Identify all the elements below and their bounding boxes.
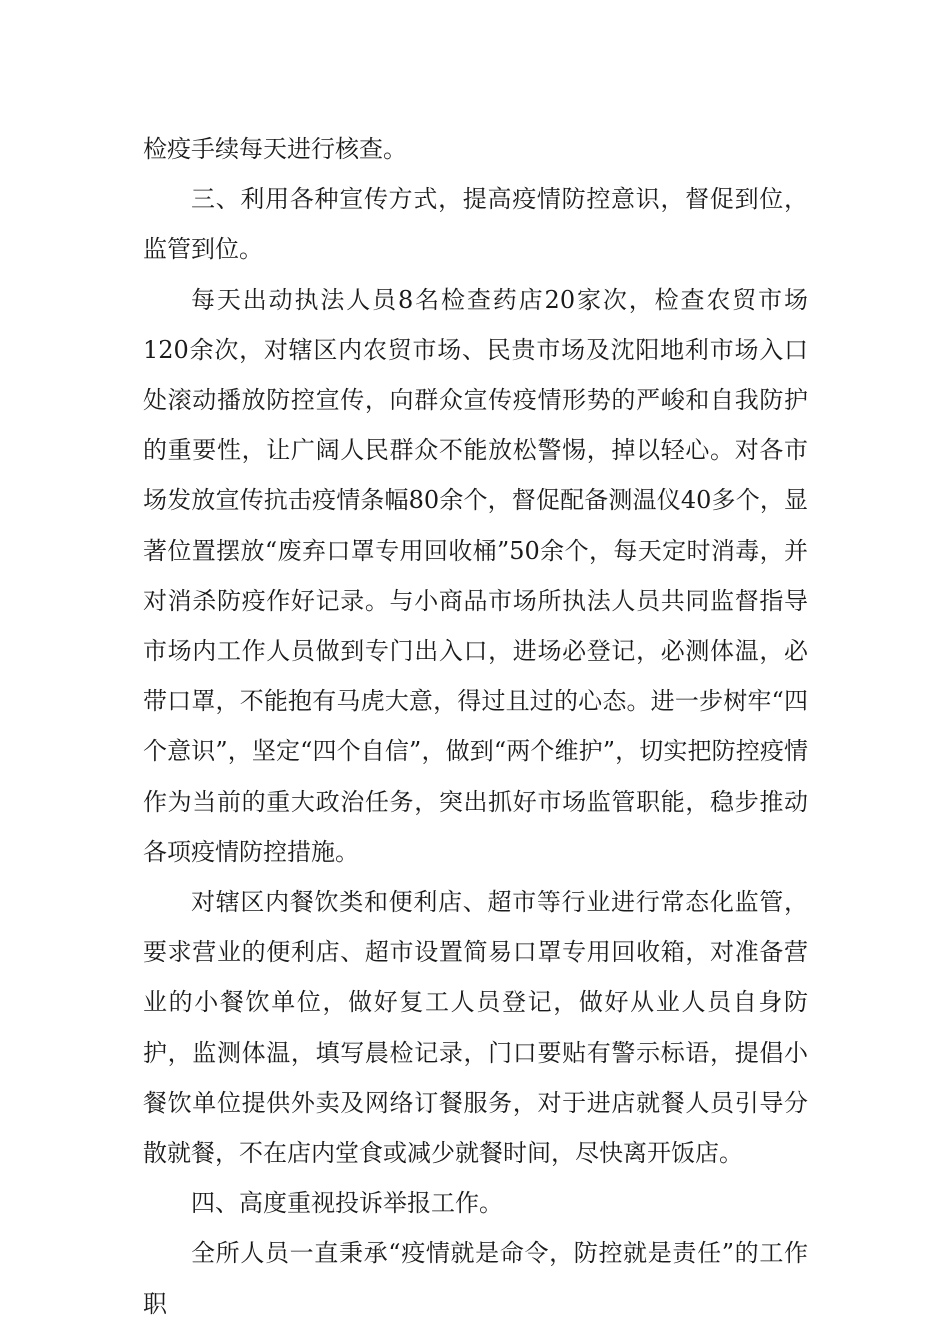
section-heading-four: 四、高度重视投诉举报工作。 [191, 1189, 503, 1218]
paragraph-catering-supervision: 对辖区内餐饮类和便利店、超市等行业进行常态化监管，要求营业的便利店、超市设置简易口罩专用回收箱，对准备营业的小餐饮单位，做好复工人员登记，做好从业人员自身防护，监测体温，填写晨检记录，门口要贴有警示标语，提倡小餐饮单位提供外卖及网络订餐服务，对于进店就餐人员引导分散就餐，不在店内堂食或减少就餐时间，尽快离开饭店。 [143, 888, 808, 1168]
paragraph-complaint-handling: 全所人员一直秉承“疫情就是命令，防控就是责任”的工作职 [143, 1239, 808, 1318]
paragraph-inspection-publicity: 每天出动执法人员8名检查药店20家次，检查农贸市场120余次，对辖区内农贸市场、民贵市场及沈阳地利市场入口处滚动播放防控宣传，向群众宣传疫情形势的严峻和自我防护的重要性，让广阔人民群众不能放松警惕，掉以轻心。对各市场发放宣传抗击疫情条幅80余个，督促配备测温仪40多个，显著位置摆放“废弃口罩专用回收桶”50余个，每天定时消毒，并对消杀防疫作好记录。与小商品市场所执法人员共同监督指导市场内工作人员做到专门出入口，进场必登记，必测体温，必带口罩，不能抱有马虎大意，得过且过的心态。进一步树牢“四个意识”，坚定“四个自信”，做到“两个维护”，切实把防控疫情作为当前的重大政治任务，突出抓好市场监管职能，稳步推动各项疫情防控措施。 [143, 285, 808, 866]
document-body [143, 124, 808, 1329]
section-heading-three: 三、利用各种宣传方式，提高疫情防控意识，督促到位，监管到位。 [143, 185, 808, 264]
paragraph-continuation: 检疫手续每天进行核查。 [143, 135, 407, 163]
